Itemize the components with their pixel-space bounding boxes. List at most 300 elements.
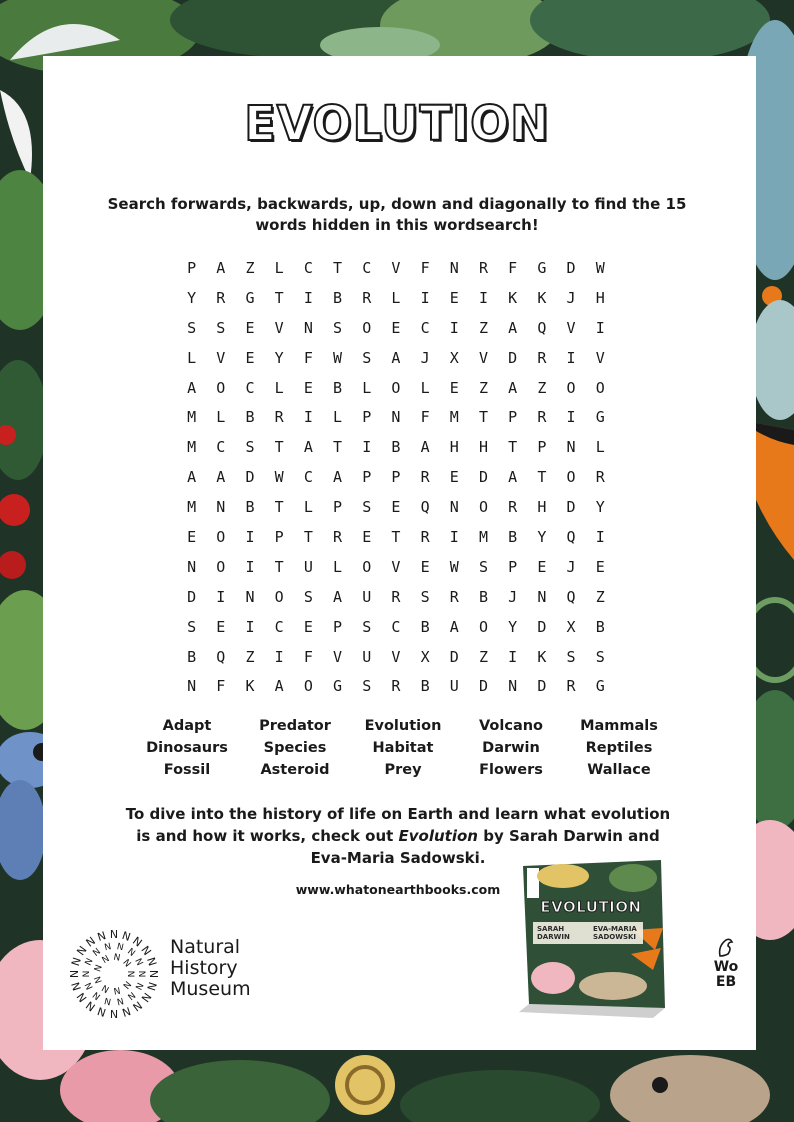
grid-letter: D [245, 468, 255, 487]
nhm-logo-glyph: N [93, 963, 105, 974]
word-list-item: Flowers [479, 762, 543, 778]
grid-letter: R [537, 408, 547, 427]
grid-letter: P [362, 408, 372, 427]
grid-letter: Z [537, 378, 547, 397]
book-cover-image [513, 858, 673, 1018]
grid-letter: Q [216, 647, 226, 666]
grid-letter: D [537, 677, 547, 696]
grid-letter: A [216, 259, 226, 277]
grid-letter: C [216, 438, 226, 457]
grid-letter: R [420, 528, 430, 547]
grid-letter: P [333, 617, 343, 636]
grid-letter: E [420, 557, 430, 576]
grid-letter: L [362, 378, 372, 397]
grid-letter: G [537, 259, 547, 277]
grid-letter: Y [537, 528, 547, 547]
grid-letter: I [508, 647, 518, 666]
nhm-logo-glyph: N [103, 942, 113, 954]
grid-letter: A [333, 587, 343, 606]
grid-letter: N [537, 587, 547, 606]
grid-letter: Y [274, 348, 284, 367]
grid-letter: U [303, 557, 313, 576]
nhm-logo-glyph: N [125, 970, 135, 978]
grid-letter: I [245, 528, 255, 547]
grid-letter: O [478, 617, 488, 636]
book-cover-title: EVOLUTION [540, 898, 642, 916]
grid-letter: R [333, 528, 343, 547]
blurb-line-2-start: is and how it works, check out [136, 827, 399, 845]
grid-letter: C [420, 318, 430, 337]
grid-letter: P [362, 468, 372, 487]
grid-letter: O [595, 378, 605, 397]
grid-letter: I [274, 647, 284, 666]
nhm-logo-glyph: N [83, 957, 96, 968]
grid-letter: L [391, 288, 401, 307]
grid-letter: V [391, 259, 401, 277]
grid-letter: W [595, 259, 605, 277]
grid-letter: I [245, 557, 255, 576]
grid-letter: A [449, 617, 459, 636]
grid-letter: A [187, 378, 197, 397]
grid-letter: F [420, 259, 430, 277]
nhm-logo-glyph: N [95, 929, 108, 944]
grid-letter: C [391, 617, 401, 636]
website-link[interactable]: www.whatonearthbooks.com [295, 882, 501, 897]
word-list-item: Volcano [478, 718, 544, 734]
grid-letter: V [391, 557, 401, 576]
grid-letter: R [595, 468, 605, 487]
grid-letter: B [391, 438, 401, 457]
grid-letter: J [566, 557, 576, 576]
grid-letter: Q [566, 528, 576, 547]
grid-letter: E [303, 617, 313, 636]
grid-letter: P [537, 438, 547, 457]
grid-letter: D [449, 647, 459, 666]
grid-letter: E [391, 318, 401, 337]
grid-letter: E [449, 288, 459, 307]
nhm-logo-glyph: N [83, 980, 96, 991]
grid-letter: S [420, 587, 430, 606]
grid-letter: B [187, 647, 197, 666]
blurb-line-1: To dive into the history of life on Earth and learn what evolution [125, 805, 671, 823]
grid-letter: L [274, 378, 284, 397]
grid-letter: R [566, 677, 576, 696]
grid-letter: G [245, 288, 255, 307]
grid-letter: N [449, 498, 459, 517]
nhm-name-line-1: Natural [170, 936, 241, 958]
nhm-logo-glyph: N [138, 990, 154, 1005]
grid-letter: B [333, 288, 343, 307]
grid-letter: B [478, 587, 488, 606]
grid-letter: T [274, 288, 284, 307]
grid-letter: T [274, 557, 284, 576]
grid-letter: O [391, 378, 401, 397]
nhm-logo-glyph: N [68, 969, 81, 979]
grid-letter: T [333, 259, 343, 277]
grid-letter: N [449, 259, 459, 277]
nhm-logo-glyph: N [132, 957, 145, 968]
grid-letter: A [508, 318, 518, 337]
grid-letter: J [566, 288, 576, 307]
grid-letter: L [274, 259, 284, 277]
grid-letter: L [333, 557, 343, 576]
grid-letter: Y [508, 617, 518, 636]
grid-letter: M [187, 438, 197, 457]
grid-letter: K [537, 647, 547, 666]
grid-letter: O [216, 528, 226, 547]
grid-letter: Z [595, 587, 605, 606]
nhm-logo-glyph: N [125, 989, 137, 1002]
instructions-text: Search forwards, backwards, up, down and diagonally to find the 15 words hidden in this wordsearch! [107, 195, 687, 234]
grid-letter: W [449, 557, 459, 576]
grid-letter: U [449, 677, 459, 696]
nhm-name-line-3: Museum [170, 978, 251, 1000]
grid-letter: W [333, 348, 343, 367]
grid-letter: S [245, 438, 255, 457]
grid-letter: D [566, 498, 576, 517]
grid-letter: N [245, 587, 255, 606]
book-cover-author-right: EVA-MARIA SADOWSKI [593, 925, 637, 941]
nhm-logo-glyph: N [112, 984, 121, 996]
grid-letter: U [362, 587, 372, 606]
grid-letter: E [303, 378, 313, 397]
grid-letter: N [303, 318, 313, 337]
nhm-logo-glyph: N [130, 998, 145, 1014]
grid-letter: P [274, 528, 284, 547]
grid-letter: P [391, 468, 401, 487]
nhm-logo-glyph: N [91, 946, 103, 959]
grid-letter: L [333, 408, 343, 427]
grid-letter: D [478, 677, 488, 696]
nhm-logo-text [170, 937, 251, 1000]
word-list-item: Fossil [163, 762, 211, 778]
grid-letter: S [216, 318, 226, 337]
grid-letter: D [566, 259, 576, 277]
grid-letter: E [216, 617, 226, 636]
grid-letter: P [187, 259, 197, 277]
nhm-logo-glyph: N [103, 994, 113, 1006]
grid-letter: D [478, 468, 488, 487]
grid-letter: E [362, 528, 372, 547]
nhm-logo-glyph: N [120, 929, 133, 944]
grid-letter: T [391, 528, 401, 547]
grid-letter: V [478, 348, 488, 367]
grid-letter: P [508, 408, 518, 427]
grid-letter: X [449, 348, 459, 367]
nhm-logo-glyph: N [112, 952, 121, 964]
nhm-logo-glyph: N [74, 943, 90, 958]
woeb-line-1: Wo [713, 959, 739, 975]
grid-letter: E [187, 528, 197, 547]
grid-letter: Z [478, 318, 488, 337]
grid-letter: H [478, 438, 488, 457]
grid-letter: F [216, 677, 226, 696]
grid-letter: K [537, 288, 547, 307]
grid-letter: S [362, 498, 372, 517]
grid-letter: T [508, 438, 518, 457]
grid-letter: N [187, 677, 197, 696]
bird-icon [716, 936, 736, 958]
nhm-logo-glyph: N [91, 989, 103, 1002]
grid-letter: J [420, 348, 430, 367]
grid-letter: B [595, 617, 605, 636]
grid-letter: S [478, 557, 488, 576]
word-list-item: Darwin [482, 740, 540, 756]
grid-letter: I [303, 288, 313, 307]
grid-letter: F [420, 408, 430, 427]
grid-letter: B [420, 617, 430, 636]
nhm-logo-glyph: N [109, 1007, 119, 1020]
wordsearch-grid [177, 257, 625, 705]
grid-letter: T [478, 408, 488, 427]
grid-letter: M [187, 408, 197, 427]
grid-letter: R [216, 288, 226, 307]
grid-letter: V [595, 348, 605, 367]
grid-letter: E [449, 378, 459, 397]
grid-letter: L [187, 348, 197, 367]
word-list-item: Evolution [364, 718, 442, 734]
grid-letter: R [274, 408, 284, 427]
grid-letter: A [508, 378, 518, 397]
grid-letter: J [508, 587, 518, 606]
grid-letter: Q [566, 587, 576, 606]
grid-letter: O [216, 378, 226, 397]
nhm-name-line-2: History [170, 957, 238, 979]
grid-letter: T [537, 468, 547, 487]
grid-letter: B [420, 677, 430, 696]
grid-letter: N [508, 677, 518, 696]
grid-letter: R [449, 587, 459, 606]
grid-letter: E [537, 557, 547, 576]
grid-letter: T [303, 528, 313, 547]
grid-letter: R [362, 288, 372, 307]
grid-letter: A [187, 468, 197, 487]
grid-letter: V [216, 348, 226, 367]
nhm-logo-glyph: N [136, 970, 146, 978]
word-list-item: Habitat [372, 740, 434, 756]
word-list [133, 718, 673, 784]
blurb-line-3: Eva-Maria Sadowski. [310, 849, 486, 867]
grid-letter: B [245, 408, 255, 427]
grid-letter: O [274, 587, 284, 606]
nhm-logo-glyph: N [93, 974, 105, 985]
grid-letter: R [391, 677, 401, 696]
grid-letter: R [478, 259, 488, 277]
grid-letter: L [303, 498, 313, 517]
grid-letter: S [566, 647, 576, 666]
grid-letter: R [508, 498, 518, 517]
grid-letter: B [245, 498, 255, 517]
grid-letter: F [303, 647, 313, 666]
word-list-item: Asteroid [260, 762, 330, 778]
grid-letter: P [508, 557, 518, 576]
grid-letter: A [420, 438, 430, 457]
grid-letter: T [274, 438, 284, 457]
grid-letter: V [391, 647, 401, 666]
grid-letter: A [274, 677, 284, 696]
grid-letter: I [420, 288, 430, 307]
grid-letter: Z [478, 647, 488, 666]
grid-letter: S [187, 617, 197, 636]
grid-letter: I [449, 528, 459, 547]
grid-letter: Y [595, 498, 605, 517]
grid-letter: D [537, 617, 547, 636]
grid-letter: G [595, 677, 605, 696]
grid-letter: E [595, 557, 605, 576]
grid-letter: O [362, 557, 372, 576]
grid-letter: A [303, 438, 313, 457]
grid-letter: O [478, 498, 488, 517]
grid-letter: I [245, 617, 255, 636]
grid-letter: Z [478, 378, 488, 397]
nhm-logo-glyph: N [82, 970, 92, 978]
grid-letter: S [595, 647, 605, 666]
nhm-logo-glyph: N [138, 943, 154, 958]
grid-letter: I [449, 318, 459, 337]
nhm-logo-glyph: N [147, 969, 160, 979]
grid-letter: L [420, 378, 430, 397]
grid-letter: F [508, 259, 518, 277]
grid-letter: I [566, 408, 576, 427]
word-list-item: Reptiles [585, 740, 653, 756]
grid-letter: Z [245, 647, 255, 666]
nhm-logo-glyph: N [100, 981, 112, 994]
grid-letter: O [362, 318, 372, 337]
grid-letter: I [303, 408, 313, 427]
grid-letter: B [333, 378, 343, 397]
grid-letter: N [391, 408, 401, 427]
word-list-item: Species [263, 740, 327, 756]
grid-letter: X [566, 617, 576, 636]
grid-letter: I [216, 587, 226, 606]
word-list-item: Mammals [580, 718, 658, 734]
nhm-logo-icon [68, 928, 160, 1020]
grid-letter: C [303, 259, 313, 277]
word-list-item: Adapt [162, 718, 212, 734]
grid-letter: H [595, 288, 605, 307]
grid-letter: H [537, 498, 547, 517]
page-title: EVOLUTION [244, 94, 550, 152]
grid-letter: R [420, 468, 430, 487]
grid-letter: C [362, 259, 372, 277]
grid-letter: O [303, 677, 313, 696]
book-cover-author-left: SARAH DARWIN [537, 925, 570, 941]
nhm-logo-glyph: N [120, 957, 133, 970]
nhm-logo-glyph: N [120, 1004, 133, 1019]
grid-letter: A [508, 468, 518, 487]
grid-letter: R [537, 348, 547, 367]
grid-letter: O [566, 378, 576, 397]
nhm-logo-glyph: N [100, 954, 112, 967]
grid-letter: I [478, 288, 488, 307]
nhm-logo-glyph: N [125, 946, 137, 959]
nhm-logo-glyph: N [95, 1004, 108, 1019]
grid-letter: P [333, 498, 343, 517]
grid-letter: F [303, 348, 313, 367]
grid-letter: L [216, 408, 226, 427]
grid-letter: E [245, 318, 255, 337]
grid-letter: A [391, 348, 401, 367]
grid-letter: D [508, 348, 518, 367]
grid-letter: Z [245, 259, 255, 277]
grid-letter: S [362, 617, 372, 636]
grid-letter: T [333, 438, 343, 457]
nhm-logo-glyph: N [115, 994, 125, 1006]
grid-letter: Y [187, 288, 197, 307]
grid-letter: C [274, 617, 284, 636]
nhm-logo-glyph: N [83, 934, 98, 950]
woeb-line-2: EB [715, 974, 737, 990]
word-list-item: Wallace [587, 762, 651, 778]
grid-letter: I [595, 318, 605, 337]
grid-letter: K [508, 288, 518, 307]
grid-letter: Q [537, 318, 547, 337]
grid-letter: Q [420, 498, 430, 517]
nhm-logo-glyph: N [120, 978, 133, 991]
grid-letter: T [274, 498, 284, 517]
grid-letter: A [216, 468, 226, 487]
blurb-book-title: Evolution [398, 827, 478, 845]
grid-letter: M [478, 528, 488, 547]
grid-letter: C [303, 468, 313, 487]
grid-letter: B [508, 528, 518, 547]
grid-letter: K [245, 677, 255, 696]
grid-letter: M [187, 498, 197, 517]
woeb-logo [709, 936, 743, 990]
grid-letter: S [362, 677, 372, 696]
grid-letter: L [595, 438, 605, 457]
word-list-item: Prey [384, 762, 422, 778]
word-list-item: Dinosaurs [146, 740, 228, 756]
grid-letter: E [245, 348, 255, 367]
grid-letter: E [391, 498, 401, 517]
grid-letter: C [245, 378, 255, 397]
grid-letter: H [449, 438, 459, 457]
grid-letter: I [362, 438, 372, 457]
grid-letter: V [566, 318, 576, 337]
nhm-logo-glyph: N [69, 980, 84, 993]
grid-letter: X [420, 647, 430, 666]
grid-letter: U [362, 647, 372, 666]
nhm-logo-glyph: N [74, 990, 90, 1005]
grid-letter: N [566, 438, 576, 457]
grid-letter: R [391, 587, 401, 606]
nhm-logo-glyph: N [130, 934, 145, 950]
grid-letter: E [449, 468, 459, 487]
nhm-logo-glyph: N [132, 980, 145, 991]
grid-letter: I [566, 348, 576, 367]
grid-letter: D [187, 587, 197, 606]
grid-letter: I [595, 528, 605, 547]
grid-letter: S [333, 318, 343, 337]
grid-letter: N [187, 557, 197, 576]
nhm-logo-glyph: N [144, 980, 159, 993]
grid-letter: M [449, 408, 459, 427]
grid-letter: S [187, 318, 197, 337]
grid-letter: N [216, 498, 226, 517]
grid-letter: V [274, 318, 284, 337]
grid-letter: G [333, 677, 343, 696]
blurb-line-2 [120, 825, 676, 847]
blurb-line-2-end: by Sarah Darwin and [477, 827, 660, 845]
grid-letter: W [274, 468, 284, 487]
nhm-logo-glyph: N [83, 998, 98, 1014]
grid-letter: O [216, 557, 226, 576]
nhm-logo-glyph: N [109, 928, 119, 941]
word-list-item: Predator [259, 718, 331, 734]
grid-letter: A [333, 468, 343, 487]
nhm-logo-glyph: N [115, 942, 125, 954]
